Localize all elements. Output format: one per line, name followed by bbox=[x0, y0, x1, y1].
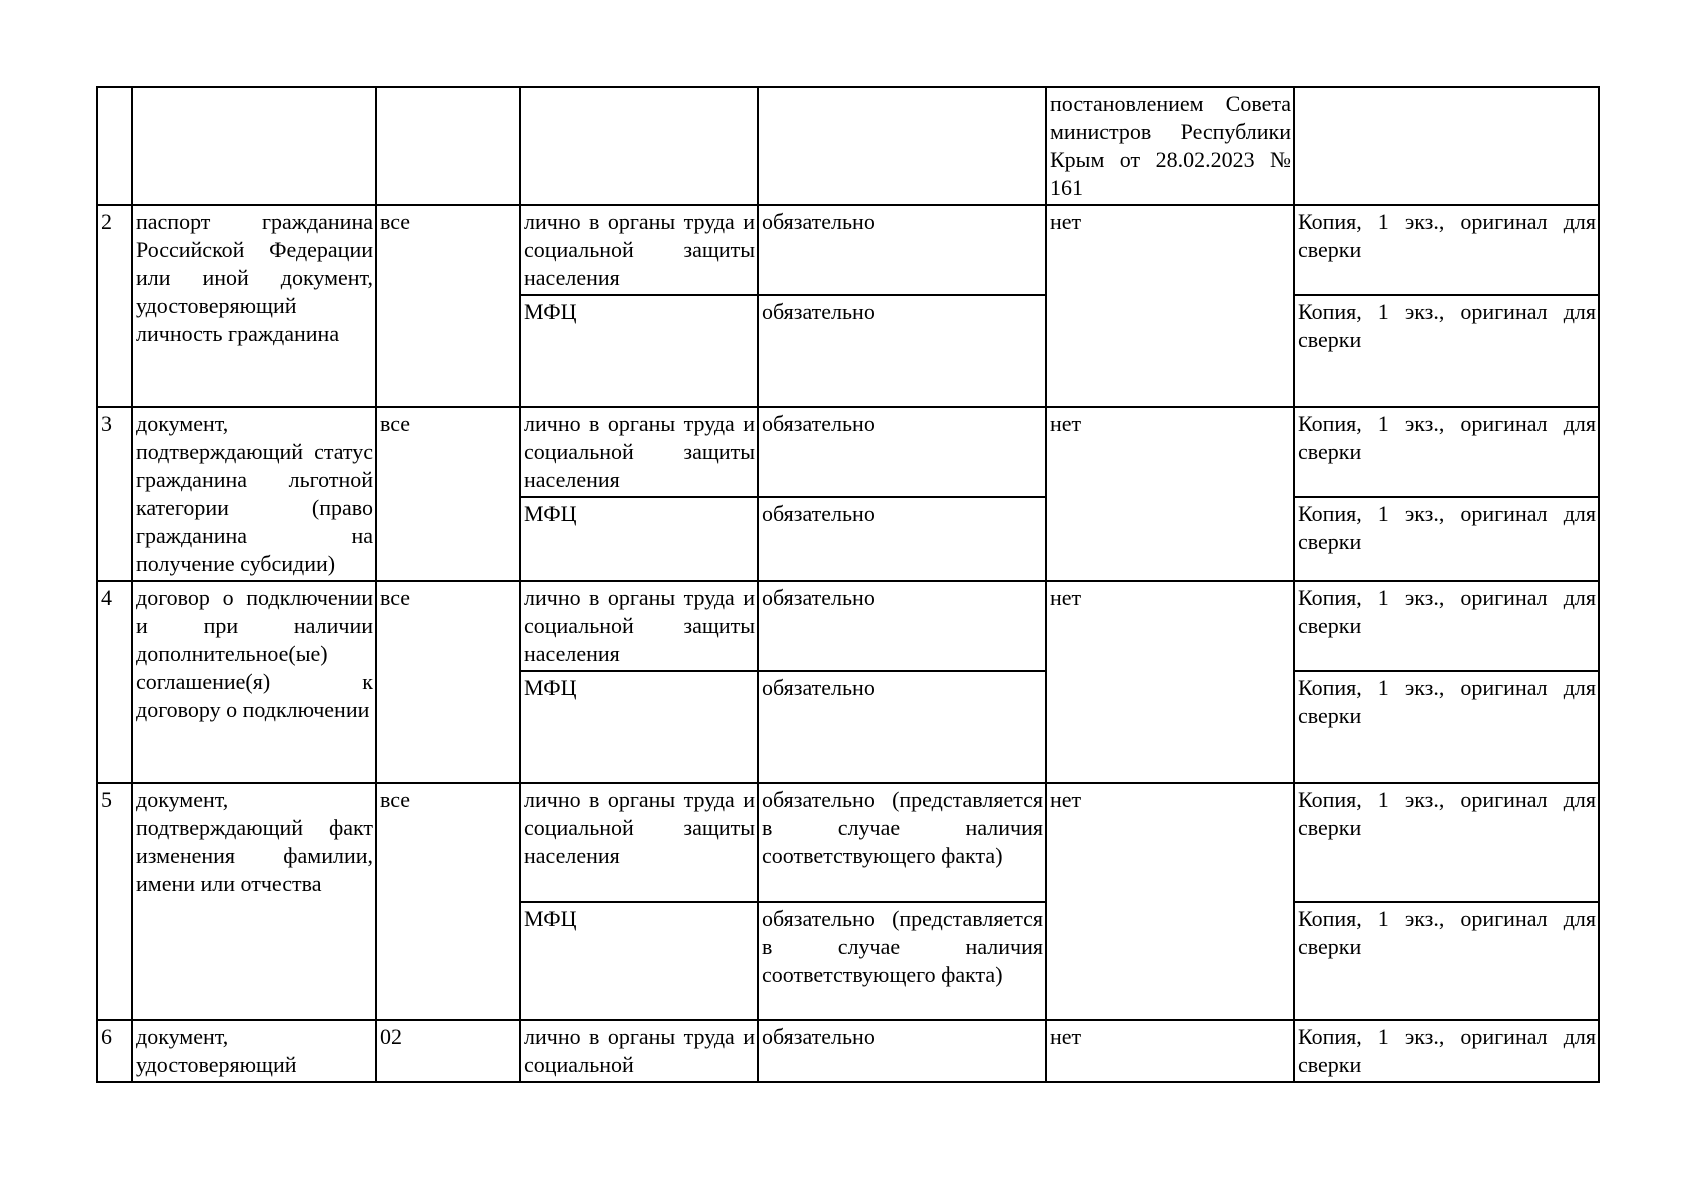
cell-empty bbox=[520, 87, 758, 205]
table-row bbox=[97, 1020, 1599, 1082]
document-form: Копия, 1 экз., оригинал для сверки bbox=[1294, 581, 1599, 671]
requirement: обязательно bbox=[758, 497, 1046, 581]
cell-empty bbox=[97, 87, 132, 205]
row-number: 6 bbox=[97, 1020, 132, 1082]
submission-method: лично в органы труда и социальной защиты населения bbox=[520, 407, 758, 497]
submission-method: лично в органы труда и социальной защиты населения bbox=[520, 581, 758, 671]
requirement: обязательно bbox=[758, 205, 1046, 295]
submission-method: лично в органы труда и социальной защиты населения bbox=[520, 783, 758, 902]
documents-table bbox=[96, 86, 1600, 1083]
requirement: обязательно bbox=[758, 407, 1046, 497]
regulation-reference: постановлением Совета министров Республики Крым от 28.02.2023 № 161 bbox=[1046, 87, 1294, 205]
submission-method: лично в органы труда и социальной защиты населения bbox=[520, 205, 758, 295]
document-name: договор о подключении и при наличии дополнительное(ые) соглашение(я) к договору о подключении bbox=[132, 581, 376, 783]
document-form: Копия, 1 экз., оригинал для сверки bbox=[1294, 902, 1599, 1020]
applicant-category: все bbox=[376, 407, 520, 581]
document-form: Копия, 1 экз., оригинал для сверки bbox=[1294, 497, 1599, 581]
submission-method: МФЦ bbox=[520, 671, 758, 783]
row-number: 5 bbox=[97, 783, 132, 1020]
cell-empty bbox=[758, 87, 1046, 205]
table-row bbox=[97, 205, 1599, 295]
interagency-request: нет bbox=[1046, 205, 1294, 407]
applicant-category: все bbox=[376, 581, 520, 783]
row-number: 2 bbox=[97, 205, 132, 407]
applicant-category: все bbox=[376, 205, 520, 407]
table-row bbox=[97, 783, 1599, 902]
submission-method: лично в органы труда и социальной bbox=[520, 1020, 758, 1082]
table-row bbox=[97, 407, 1599, 497]
document-form: Копия, 1 экз., оригинал для сверки bbox=[1294, 671, 1599, 783]
submission-method: МФЦ bbox=[520, 902, 758, 1020]
submission-method: МФЦ bbox=[520, 497, 758, 581]
document-name: паспорт гражданина Российской Федерации или иной документ, удостоверяющий личность гражданина bbox=[132, 205, 376, 407]
interagency-request: нет bbox=[1046, 407, 1294, 581]
document-form: Копия, 1 экз., оригинал для сверки bbox=[1294, 783, 1599, 902]
requirement: обязательно bbox=[758, 671, 1046, 783]
document-form: Копия, 1 экз., оригинал для сверки bbox=[1294, 1020, 1599, 1082]
document-name: документ, удостоверяющий bbox=[132, 1020, 376, 1082]
document-form: Копия, 1 экз., оригинал для сверки bbox=[1294, 205, 1599, 295]
row-number: 4 bbox=[97, 581, 132, 783]
applicant-category: все bbox=[376, 783, 520, 1020]
document-name: документ, подтверждающий факт изменения фамилии, имени или отчества bbox=[132, 783, 376, 1020]
cell-empty bbox=[132, 87, 376, 205]
requirement: обязательно bbox=[758, 581, 1046, 671]
requirement: обязательно (представляется в случае наличия соответствующего факта) bbox=[758, 902, 1046, 1020]
table-row bbox=[97, 581, 1599, 671]
row-number: 3 bbox=[97, 407, 132, 581]
interagency-request: нет bbox=[1046, 783, 1294, 1020]
applicant-category: 02 bbox=[376, 1020, 520, 1082]
document-name: документ, подтверждающий статус гражданина льготной категории (право гражданина на получение субсидии) bbox=[132, 407, 376, 581]
requirement: обязательно bbox=[758, 1020, 1046, 1082]
document-form: Копия, 1 экз., оригинал для сверки bbox=[1294, 407, 1599, 497]
interagency-request: нет bbox=[1046, 581, 1294, 783]
cell-empty bbox=[1294, 87, 1599, 205]
table-row bbox=[97, 87, 1599, 205]
requirement: обязательно bbox=[758, 295, 1046, 407]
document-form: Копия, 1 экз., оригинал для сверки bbox=[1294, 295, 1599, 407]
cell-empty bbox=[376, 87, 520, 205]
requirement: обязательно (представляется в случае наличия соответствующего факта) bbox=[758, 783, 1046, 902]
interagency-request: нет bbox=[1046, 1020, 1294, 1082]
submission-method: МФЦ bbox=[520, 295, 758, 407]
